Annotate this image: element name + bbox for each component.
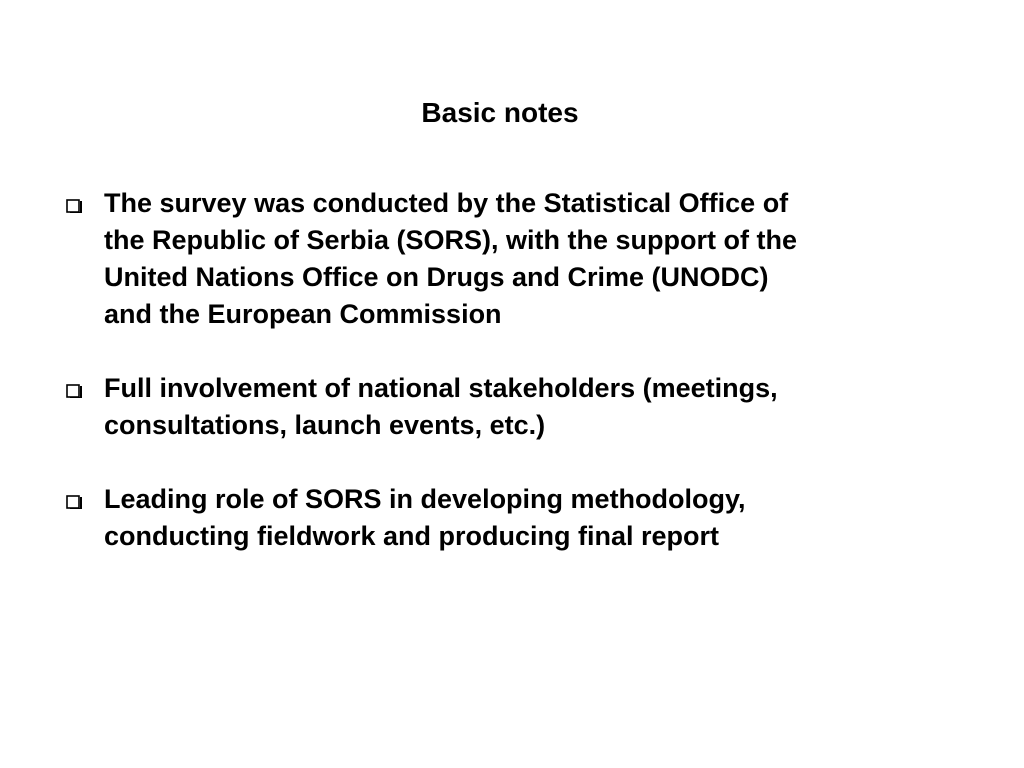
bullet-item [66, 481, 966, 555]
slide-title: Basic notes [421, 97, 579, 128]
bullet-text: Leading role of SORS in developing methodology, conducting fieldwork and producing final report [104, 484, 746, 551]
bullet-item [66, 370, 966, 444]
bullet-item [66, 185, 966, 333]
bullet-text: The survey was conducted by the Statistical Office of the Republic of Serbia (SORS), with the support of the United Nations Office on Drugs and Crime (UNODC) and the European Commission [104, 188, 798, 329]
square-outline-bullet-icon [66, 381, 84, 399]
bullet-text: Full involvement of national stakeholders (meetings, consultations, launch events, etc.) [104, 373, 778, 440]
square-outline-bullet-icon [66, 492, 84, 510]
square-outline-bullet-icon [66, 196, 84, 214]
bullet-list [66, 185, 966, 555]
